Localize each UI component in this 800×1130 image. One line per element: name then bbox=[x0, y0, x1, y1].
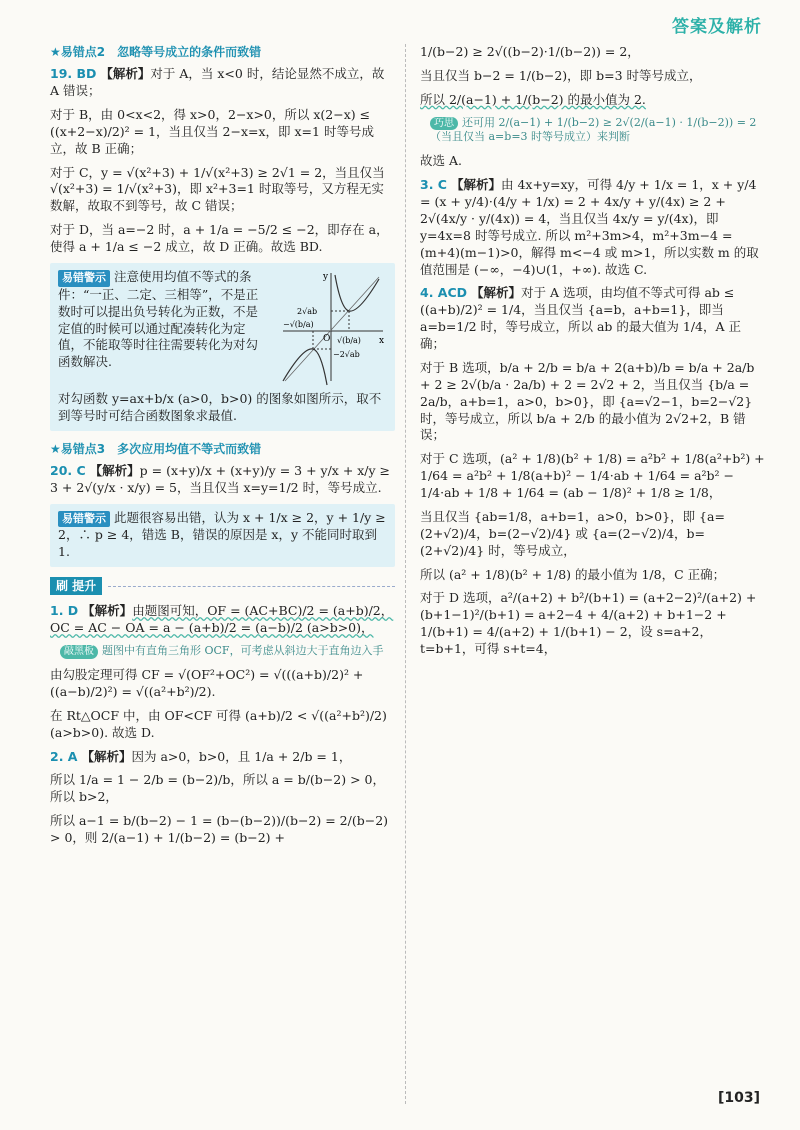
warning-text-2: 此题很容易出错，认为 x + 1/x ≥ 2，y + 1/y ≥ 2，∴ p ≥ 4，错选 B，错误的原因是 x，y 不能同时取到 1. bbox=[58, 509, 386, 560]
question-2 bbox=[50, 749, 395, 847]
q2-line2: 所以 1/a = 1 − 2/b = (b−2)/b，所以 a = b/(b−2) > 0，所以 b>2， bbox=[50, 772, 385, 805]
q19-line4: 对于 D，当 a=−2 时，a + 1/a = −5/2 ≤ −2，即存在 a，使得 a + 1/a ≤ −2 成立，故 D 正确。故选 BD. bbox=[50, 222, 389, 255]
graph-label-bottom: −2√ab bbox=[333, 349, 360, 359]
q1-note-badge: 敲黑板 bbox=[60, 645, 98, 659]
warning-badge-1: 易错警示 bbox=[58, 270, 110, 287]
section-heading-3: ★易错点3 多次应用均值不等式而致错 bbox=[50, 441, 262, 456]
q3-number: 3. C bbox=[420, 177, 447, 193]
q2-line1: 因为 a>0，b>0，且 1/a + 2/b = 1， bbox=[131, 748, 352, 764]
q3-line1: 由 4x+y=xy，可得 4/y + 1/x = 1，x + y/4 = (x + y/4)·(4/y + 1/x) = 2 + 4x/y + y/(4x) ≥ 2 + 2√(4x/y · y/(4x)) = 4，当且仅当 4x/y = y/(4x)，即 y=4x=8 时等号成立. 所以 m²+3m>4，m²+3m−4 = (m+4)(m−1)>0，解得 m<−4 或 m>1，所以实数 m 的取值范围是 (−∞，−4)∪(1，+∞). 故选 C. bbox=[420, 177, 759, 277]
q20-line1: p = (x+y)/x + (x+y)/y = 3 + y/x + x/y ≥ 3 + 2√(y/x · x/y) = 5，当且仅当 x=y=1/2 时，等号成立. bbox=[50, 462, 391, 495]
error-warning-box-2 bbox=[50, 504, 395, 568]
q4-tag: 【解析】 bbox=[471, 285, 522, 301]
q4-line3: 对于 C 选项，(a² + 1/8)(b² + 1/8) = a²b² + 1/8(a²+b²) + 1/64 = a²b² + 1/8(a+b)² − 1/4·ab + 1/64 = a²b² − 1/4·ab + 1/8 + 1/64 = (ab − 1/8)² + 1/8 ≥ 1/8， bbox=[420, 451, 765, 501]
column-divider bbox=[405, 44, 406, 1104]
question-1 bbox=[50, 603, 395, 741]
section-heading-2: ★易错点2 忽略等号成立的条件而致错 bbox=[50, 45, 262, 59]
q1-tag: 【解析】 bbox=[82, 603, 133, 619]
question-19 bbox=[50, 66, 395, 256]
question-4 bbox=[420, 285, 765, 658]
q2cont-line1: 1/(b−2) ≥ 2√((b−2)·1/(b−2)) = 2， bbox=[420, 44, 640, 59]
q2-note-badge: 巧思 bbox=[430, 117, 458, 131]
right-column bbox=[420, 44, 765, 665]
question-2-continued bbox=[420, 44, 765, 170]
error-warning-box-1 bbox=[50, 263, 395, 431]
graph-label-top: 2√ab bbox=[297, 306, 318, 316]
q2-number: 2. A bbox=[50, 748, 78, 764]
q4-line6: 对于 D 选项，a²/(a+2) + b²/(b+1) = (a+2−2)²/(a+2) + (b+1−1)²/(b+1) = a+2−4 + 4/(a+2) + b+1−2 + 1/(b+1) = 4/(a+2) + 1/(b+1) − 2，设 s=a+2，t=b+1，可得 s+t=4， bbox=[420, 590, 757, 657]
q2-line3: 所以 a−1 = b/(b−2) − 1 = (b−(b−2))/(b−2) = 2/(b−2) > 0，则 2/(a−1) + 1/(b−2) = (b−2) + bbox=[50, 813, 389, 845]
warning-badge-2: 易错警示 bbox=[58, 511, 110, 528]
warning-text-1: 注意使用均值不等式的条件：“一正、二定、三相等”，不是正数时可以提出负号转化为正数，不是定值的时候可以通过配凑转化为定值，不能取等时往往需要转化为对勾函数解决. bbox=[58, 268, 259, 370]
q4-line1: 对于 A 选项，由均值不等式可得 ab ≤ ((a+b)/2)² = 1/4，当且仅当 {a=b，a+b=1}，即当 a=b=1/2 时，等号成立，所以 ab 的最大值为 1/4，A 正确； bbox=[420, 285, 741, 352]
tisheng-section-header bbox=[50, 577, 395, 595]
graph-label-x: x bbox=[379, 335, 385, 346]
q19-line1: 对于 A，当 x<0 时，结论显然不成立，故 A 错误； bbox=[50, 66, 385, 99]
page-number: [103] bbox=[717, 1090, 760, 1107]
q2-tag: 【解析】 bbox=[81, 748, 132, 764]
q4-line4: 当且仅当 {ab=1/8，a+b=1，a>0，b>0}，即 {a=(2+√2)/4，b=(2−√2)/4} 或 {a=(2−√2)/4，b=(2+√2)/4} 时，等号成立， bbox=[420, 508, 725, 558]
q4-line5: 所以 (a² + 1/8)(b² + 1/8) 的最小值为 1/8，C 正确； bbox=[420, 566, 726, 582]
question-20 bbox=[50, 463, 395, 497]
q1-line2: 由勾股定理可得 CF = √(OF²+OC²) = √(((a+b)/2)² + ((a−b)/2)²) = √((a²+b²)/2). bbox=[50, 667, 364, 699]
q20-tag: 【解析】 bbox=[89, 462, 140, 478]
graph-label-right: √(b/a) bbox=[337, 335, 361, 345]
q19-line2: 对于 B，由 0<x<2，得 x>0，2−x>0，所以 x(2−x) ≤ ((x+2−x)/2)² = 1，当且仅当 2−x=x，即 x=1 时等号成立，故 B 正确； bbox=[50, 106, 374, 156]
tisheng-badge: 刷 提升 bbox=[50, 577, 102, 595]
q2cont-line3: 所以 2/(a−1) + 1/(b−2) 的最小值为 2. bbox=[420, 91, 646, 107]
tisheng-dashed-line bbox=[108, 586, 395, 587]
q1-line1: 由题图可知，OF = (AC+BC)/2 = (a+b)/2，OC = AC − OA = a − (a+b)/2 = (a−b)/2 (a>b>0)， bbox=[50, 603, 394, 636]
hook-function-graph bbox=[275, 269, 387, 387]
q4-line2: 对于 B 选项，b/a + 2/b = b/a + 2(a+b)/b = b/a + 2a/b + 2 ≥ 2√(b/a · 2a/b) + 2 = 2√2 + 2，当且仅当 {b/a = 2a/b，a+b=1，a>0，b>0}，即 {a=√2−1，b=2−√2} 时，等号成立，所以 b/a + 2/b 的最小值为 2√2+2，B 错误； bbox=[420, 359, 755, 443]
q2cont-line4: 故选 A. bbox=[420, 153, 462, 169]
q3-tag: 【解析】 bbox=[450, 177, 501, 193]
question-3 bbox=[420, 177, 765, 278]
q2-note-text: 还可用 2/(a−1) + 1/(b−2) ≥ 2√(2/(a−1) · 1/(b−2)) = 2（当且仅当 a=b=3 时等号成立）来判断 bbox=[430, 115, 757, 144]
q20-number: 20. C bbox=[50, 462, 86, 478]
q1-note-text: 题图中有直角三角形 OCF，可考虑从斜边大于直角边入手 bbox=[102, 644, 384, 658]
q19-tag: 【解析】 bbox=[100, 66, 151, 82]
q2cont-line2: 当且仅当 b−2 = 1/(b−2)，即 b=3 时等号成立， bbox=[420, 67, 702, 83]
q19-number: 19. BD bbox=[50, 66, 97, 82]
q2-note bbox=[430, 116, 765, 146]
left-column bbox=[50, 44, 395, 854]
q1-number: 1. D bbox=[50, 603, 79, 619]
q19-line3: 对于 C，y = √(x²+3) + 1/√(x²+3) ≥ 2√1 = 2，当且仅当 √(x²+3) = 1/√(x²+3)，即 x²+3=1 时取等号，又方程无实数解，故取不到等号，故 C 错误； bbox=[50, 164, 385, 214]
graph-label-origin: O bbox=[323, 333, 331, 344]
graph-label-y: y bbox=[323, 271, 329, 282]
q1-line3: 在 Rt△OCF 中，由 OF<CF 可得 (a+b)/2 < √((a²+b²)/2) (a>b>0). 故选 D. bbox=[50, 707, 387, 740]
header-title: 答案及解析 bbox=[672, 17, 762, 37]
warning-text-1b: 对勾函数 y=ax+b/x (a>0，b>0) 的图象如图所示，取不到等号时可结合函数图象求最值. bbox=[58, 390, 382, 423]
q4-number: 4. ACD bbox=[420, 285, 468, 301]
q1-note bbox=[60, 644, 395, 659]
graph-label-left: −√(b/a) bbox=[283, 319, 314, 329]
